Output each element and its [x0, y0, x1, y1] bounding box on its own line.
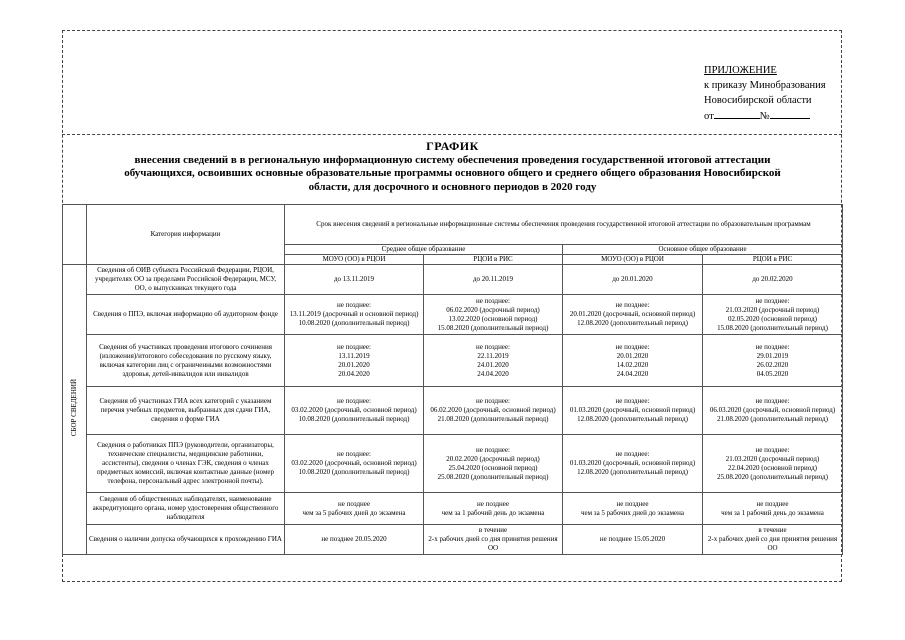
- deadline-cell-4: не позднее: 21.03.2020 (досрочный период) 02.05.2020 (основной период) 15.08.2020 (дополнительный период): [703, 295, 843, 335]
- deadline-cell-1: не позднее: 03.02.2020 (досрочный, основной период) 10.08.2020 (дополнительный период): [285, 387, 424, 435]
- deadline-cell-4: до 20.02.2020: [703, 265, 843, 295]
- title-line-3: обучающихся, освоивших основные образовательные программы основного общего и среднего общего образования Новосибирской: [124, 167, 781, 179]
- header-deadline: Срок внесения сведений в региональные информационные системы обеспечения проведения государственной итоговой аттестации по образовательным программам: [285, 205, 843, 245]
- deadline-cell-3: до 20.01.2020: [563, 265, 703, 295]
- appendix-date-number-line: [704, 108, 840, 124]
- header-category: Категория информации: [87, 205, 285, 265]
- deadline-cell-4: не позднее: 29.01.2019 26.02.2020 04.05.2020: [703, 335, 843, 387]
- category-cell: Сведения об участниках проведения итогового сочинения (изложения)/итогового собеседования по русскому языку, включая категории лиц с ограниченными возможностями здоровья, детей-инвалидов или инвалидов: [87, 335, 285, 387]
- table-row: [63, 525, 843, 555]
- category-cell: Сведения об общественных наблюдателях, наименование аккредитующего органа, номер удостоверения общественного наблюдателя: [87, 493, 285, 525]
- appendix-block: [704, 63, 840, 124]
- deadline-cell-3: не позднее 15.05.2020: [563, 525, 703, 555]
- header-side-cell: [63, 205, 87, 265]
- title-line-4: области, для досрочного и основного периодов в 2020 году: [308, 180, 597, 193]
- deadline-cell-2: не позднее: 06.02.2020 (досрочный период) 13.02.2020 (основной период) 15.08.2020 (дополнительный период): [424, 295, 563, 335]
- deadline-cell-3: не позднее чем за 5 рабочих дней до экзамена: [563, 493, 703, 525]
- deadline-cell-3: не позднее: 20.01.2020 (досрочный, основной период) 12.08.2020 (дополнительный период): [563, 295, 703, 335]
- category-cell: Сведения о наличии допуска обучающихся к прохождению ГИА: [87, 525, 285, 555]
- table-row: [63, 295, 843, 335]
- schedule-table: [62, 204, 843, 555]
- header-sub-3: МОУО (ОО) в РЦОИ: [563, 255, 703, 265]
- deadline-cell-3: не позднее: 01.03.2020 (досрочный, основной период) 12.08.2020 (дополнительный период): [563, 387, 703, 435]
- side-section-text: СБОР СВЕДЕНИЙ: [70, 379, 78, 437]
- document-title: [70, 140, 835, 194]
- section-divider: [62, 134, 842, 135]
- title-line-2: внесения сведений в в региональную информационную систему обеспечения проведения государственной итоговой аттестации: [134, 153, 771, 166]
- deadline-cell-2: до 20.11.2019: [424, 265, 563, 295]
- table-row: [63, 493, 843, 525]
- appendix-order-line: к приказу Минобразования: [704, 80, 826, 91]
- deadline-cell-2: в течение 2-х рабочих дней со дня принятия решения ОО: [424, 525, 563, 555]
- category-cell: Сведения об участниках ГИА всех категорий с указанием перечня учебных предметов, выбранных для сдачи ГИА, сведения о форме ГИА: [87, 387, 285, 435]
- deadline-cell-2: не позднее: 20.02.2020 (досрочный период) 25.04.2020 (основной период) 25.08.2020 (дополнительный период): [424, 435, 563, 493]
- deadline-cell-1: не позднее чем за 5 рабочих дней до экзамена: [285, 493, 424, 525]
- deadline-cell-1: не позднее: 03.02.2020 (досрочный, основной период) 10.08.2020 (дополнительный период): [285, 435, 424, 493]
- header-group-basic: Основное общее образование: [563, 245, 843, 255]
- date-blank: [714, 108, 760, 119]
- header-sub-4: РЦОИ в РИС: [703, 255, 843, 265]
- deadline-cell-1: до 13.11.2019: [285, 265, 424, 295]
- number-blank: [770, 108, 810, 119]
- appendix-from-label: от: [704, 111, 714, 122]
- deadline-cell-4: не позднее чем за 1 рабочий день до экзамена: [703, 493, 843, 525]
- category-cell: Сведения о работниках ППЭ (руководители, организаторы, технические специалисты, медицинские работники, ассистенты), сведения о членах ГЭК, сведения о членах предметных комиссий, включая контактные данные (номер телефона, персональный адрес электронной почты).: [87, 435, 285, 493]
- header-sub-1: МОУО (ОО) в РЦОИ: [285, 255, 424, 265]
- deadline-cell-4: не позднее: 06.03.2020 (досрочный, основной период) 21.08.2020 (дополнительный период): [703, 387, 843, 435]
- deadline-cell-2: не позднее чем за 1 рабочий день до экзамена: [424, 493, 563, 525]
- appendix-title: ПРИЛОЖЕНИЕ: [704, 65, 777, 76]
- table-row: [63, 335, 843, 387]
- deadline-cell-2: не позднее: 22.11.2019 24.01.2020 24.04.2020: [424, 335, 563, 387]
- category-cell: Сведения об ОИВ субъекта Российской Федерации, РЦОИ, учредителях ОО за пределами Российской Федерации, МСУ, ОО, о выпускниках текущего года: [87, 265, 285, 295]
- header-sub-2: РЦОИ в РИС: [424, 255, 563, 265]
- table-row: [63, 387, 843, 435]
- deadline-cell-2: не позднее: 06.02.2020 (досрочный, основной период) 21.08.2020 (дополнительный период): [424, 387, 563, 435]
- appendix-region-line: Новосибирской области: [704, 95, 812, 106]
- title-heading: ГРАФИК: [426, 139, 479, 153]
- side-section-label: [63, 265, 87, 555]
- table-row: [63, 435, 843, 493]
- table-row: [63, 265, 843, 295]
- deadline-cell-3: не позднее: 20.01.2020 14.02.2020 24.04.2020: [563, 335, 703, 387]
- deadline-cell-1: не позднее: 13.11.2019 20.01.2020 20.04.2020: [285, 335, 424, 387]
- deadline-cell-4: не позднее: 21.03.2020 (досрочный период) 22.04.2020 (основной период) 25.08.2020 (дополнительный период): [703, 435, 843, 493]
- appendix-number-label: №: [759, 111, 770, 122]
- header-row: [63, 205, 843, 245]
- category-cell: Сведения о ППЭ, включая информацию об аудиторном фонде: [87, 295, 285, 335]
- deadline-cell-1: не позднее 20.05.2020: [285, 525, 424, 555]
- deadline-cell-1: не позднее: 13.11.2019 (досрочный и основной период) 10.08.2020 (дополнительный период): [285, 295, 424, 335]
- header-group-secondary: Среднее общее образование: [285, 245, 563, 255]
- deadline-cell-4: в течение 2-х рабочих дней со дня принятия решения ОО: [703, 525, 843, 555]
- deadline-cell-3: не позднее: 01.03.2020 (досрочный, основной период) 12.08.2020 (дополнительный период): [563, 435, 703, 493]
